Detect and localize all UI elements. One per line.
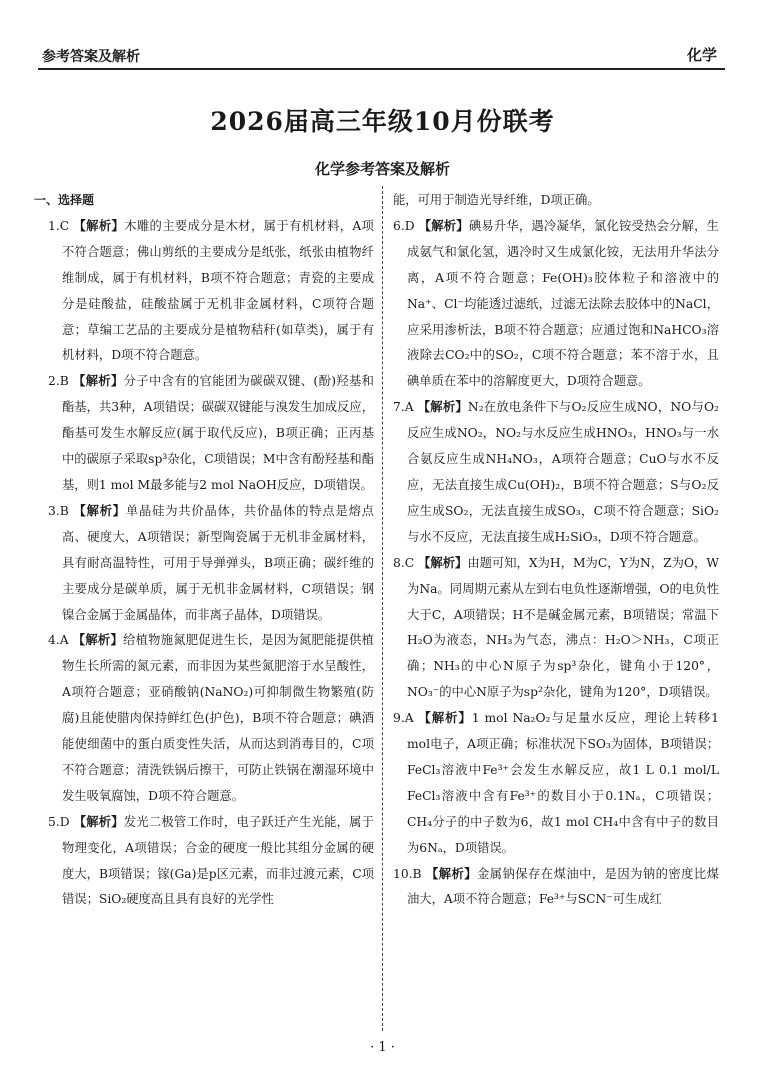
analysis-tag: 【解析】 <box>418 555 468 570</box>
page-number: · 1 · <box>370 1040 395 1055</box>
item-number: 2.B <box>48 374 69 389</box>
item-number: 9.A <box>393 711 414 726</box>
analysis-tag: 【解析】 <box>73 503 126 518</box>
analysis-tag: 【解析】 <box>425 866 478 881</box>
item-text: 发光二极管工作时，电子跃迁产生光能，属于物理变化，A项错误；合金的硬度一般比其组分金属的硬度大，B项错误；镓(Ga)是p区元素，而非过渡元素，C项错误；SiO₂硬度高且具有良好的光学性 <box>62 814 374 907</box>
item-text: 单晶硅为共价晶体，共价晶体的特点是熔点高、硬度大，A项错误；新型陶瓷属于无机非金属材料，具有耐高温特性，可用于导弹弹头，B项正确；碳纤维的主要成分是碳单质，属于无机非金属材料，C项错误；钢镍合金属于金属晶体，而非离子晶体，D项错误。 <box>62 503 374 622</box>
analysis-tag: 【解析】 <box>73 218 125 233</box>
header-left-text: 参考答案及解析 <box>42 49 140 65</box>
item-number: 4.A <box>48 633 69 648</box>
analysis-tag: 【解析】 <box>73 374 124 389</box>
item-number: 7.A <box>393 400 414 415</box>
answer-item-7 <box>393 395 719 550</box>
answer-item-10 <box>393 862 719 914</box>
item-text: 1 mol Na₂O₂与足量水反应，理论上转移1 mol电子，A项正确；标准状况下SO₃为固体，B项错误；FeCl₃溶液中Fe³⁺会发生水解反应，故1 L 0.1 mol/L FeCl₃溶液中含有Fe³⁺的数目小于0.1Nₐ，C项错误；CH₄分子的中子数为6，故1 mol CH₄中含有中子的数目为6Nₐ，D项错误。 <box>407 711 719 855</box>
answer-item-4 <box>48 628 374 809</box>
column-divider <box>382 186 383 1031</box>
section-heading: 一、选择题 <box>34 193 95 207</box>
answer-item-5 <box>48 810 374 914</box>
left-column <box>34 188 374 913</box>
exam-title: 2026届高三年级10月份联考 <box>210 107 555 136</box>
analysis-tag: 【解析】 <box>418 218 469 233</box>
answer-item-8 <box>393 551 719 706</box>
page-header <box>38 38 725 70</box>
analysis-tag: 【解析】 <box>73 814 124 829</box>
item-number: 3.B <box>48 503 69 518</box>
analysis-tag: 【解析】 <box>72 633 124 648</box>
item-text: N₂在放电条件下与O₂反应生成NO，NO与O₂反应生成NO₂，NO₂与水反应生成HNO₃，HNO₃与一水合氨反应生成NH₄NO₃，A项符合题意；CuO与水不反应，无法直接生成Cu(OH)₂，B项不符合题意；S与O₂反应生成SO₂，无法直接生成SO₃，C项不符合题意；SiO₂与水不反应，无法直接生成H₂SiO₃，D项不符合题意。 <box>407 400 719 544</box>
item-number: 8.C <box>393 555 415 570</box>
item-number: 10.B <box>393 866 422 881</box>
right-column <box>393 188 719 913</box>
item-number: 1.C <box>48 218 70 233</box>
item-text: 木雕的主要成分是木材，属于有机材料，A项不符合题意；佛山剪纸的主要成分是纸张，纸张由植物纤维制成，属于有机材料，B项不符合题意；青瓷的主要成分是硅酸盐，硅酸盐属于无机非金属材料，C项符合题意；草编工艺品的主要成分是植物秸秆(如草类)，属于有机材料，D项不符合题意。 <box>62 218 374 363</box>
item-text: 由题可知，X为H，M为C，Y为N，Z为O，W为Na。同周期元素从左到右电负性逐渐增强，O的电负性大于C，A项错误；H不是碱金属元素，B项错误；常温下H₂O为液态，NH₃为气态，沸点：H₂O＞NH₃，C项正确；NH₃的中心N原子为sp³杂化，键角小于120°，NO₃⁻的中心N原子为sp²杂化，键角为120°，D项错误。 <box>407 555 719 700</box>
item-number: 6.D <box>393 218 415 233</box>
item-number: 5.D <box>48 814 70 829</box>
item-text: 分子中含有的官能团为碳碳双键、(酚)羟基和酯基，共3种，A项错误；碳碳双键能与溴发生加成反应，酯基可发生水解反应(属于取代反应)，B项正确；正丙基中的碳原子采取sp³杂化，C项错误；M中含有酚羟基和酯基，则1 mol M最多能与2 mol NaOH反应，D项错误。 <box>62 374 374 492</box>
analysis-tag: 【解析】 <box>418 711 472 726</box>
header-subject: 化学 <box>686 46 717 64</box>
document-subtitle: 化学参考答案及解析 <box>314 160 450 178</box>
continuation-text: 能，可用于制造光导纤维，D项正确。 <box>393 193 600 207</box>
analysis-tag: 【解析】 <box>417 400 468 415</box>
item-text: 金属钠保存在煤油中，是因为钠的密度比煤油大，A项不符合题意；Fe³⁺与SCN⁻可生成红 <box>407 866 719 907</box>
answer-item-1 <box>48 214 374 369</box>
item-text: 给植物施氮肥促进生长，是因为氮肥能提供植物生长所需的氮元素，而非因为某些氮肥溶于水呈酸性，A项符合题意；亚硝酸钠(NaNO₂)可抑制微生物繁殖(防腐)且能使腊肉保持鲜红色(护色)，B项不符合题意；碘酒能使细菌中的蛋白质变性失活，从而达到消毒目的，C项不符合题意；清洗铁锅后擦干，可防止铁锅在潮湿环境中发生吸氧腐蚀，D项不符合题意。 <box>62 633 374 803</box>
answer-item-6 <box>393 214 719 395</box>
answer-item-3 <box>48 499 374 629</box>
answer-item-9 <box>393 706 719 861</box>
answer-item-2 <box>48 369 374 499</box>
item-text: 碘易升华，遇冷凝华，氯化铵受热会分解，生成氨气和氯化氢，遇冷时又生成氯化铵，无法用升华法分离，A项不符合题意；Fe(OH)₃胶体粒子和溶液中的Na⁺、Cl⁻均能透过滤纸，过滤无法除去胶体中的NaCl，应采用渗析法，B项不符合题意；应通过饱和NaHCO₃溶液除去CO₂中的SO₂，C项不符合题意；苯不溶于水，且碘单质在苯中的溶解度更大，D项符合题意。 <box>407 218 719 389</box>
